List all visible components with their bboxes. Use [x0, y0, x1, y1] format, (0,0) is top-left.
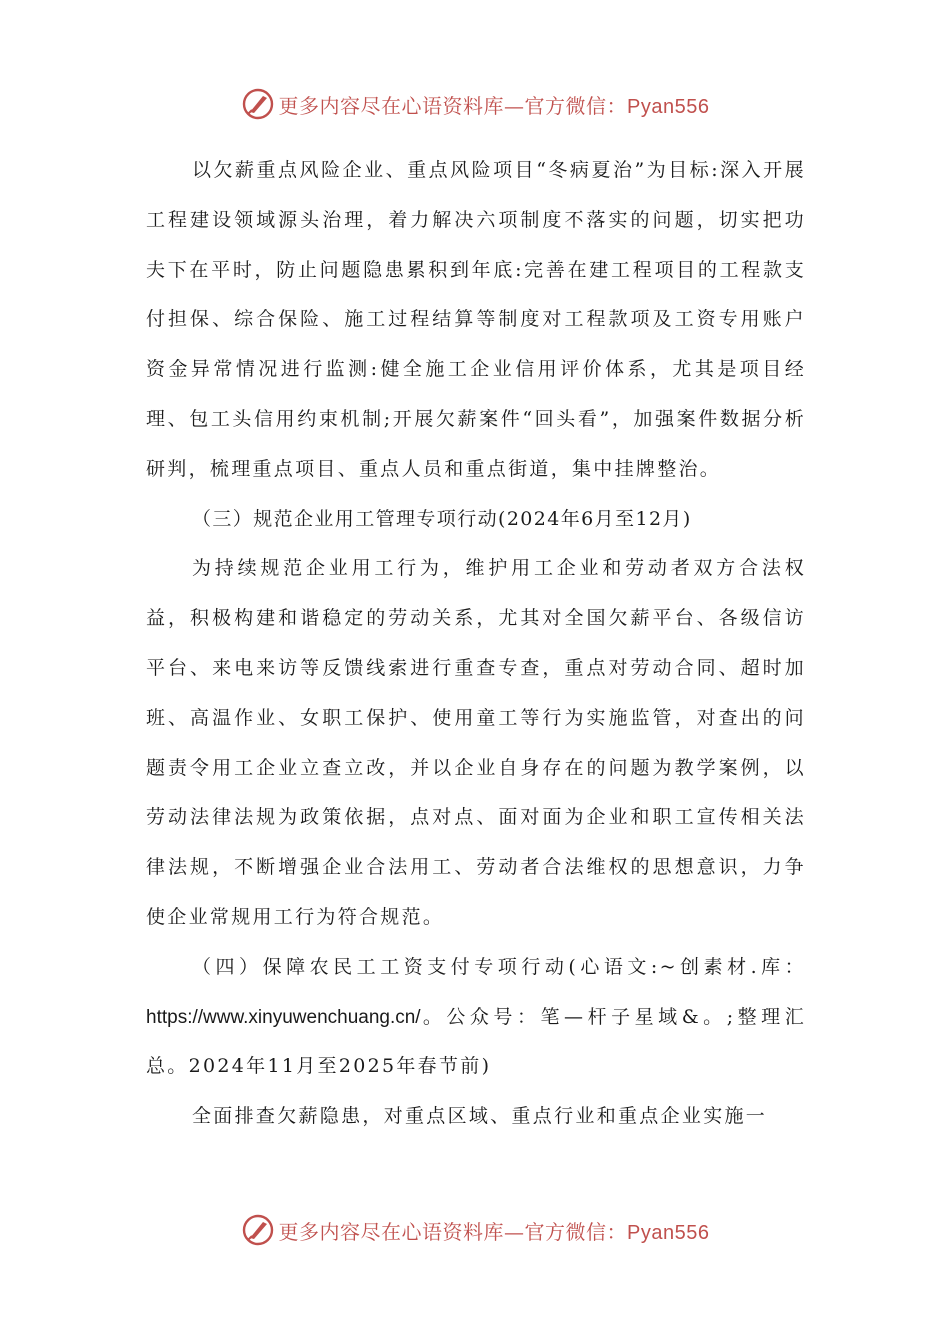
paragraph-2: 为持续规范企业用工行为，维护用工企业和劳动者双方合法权益，积极构建和谐稳定的劳动关系，尤其对全国欠薪平台、各级信访平台、来电来访等反馈线索进行重查专查，重点对劳动合同、超时加班、高温作业、女职工保护、使用童工等行为实施监管，对查出的问题责令用工企业立查立改，并以企业自身存在的问题为教学案例，以劳动法律法规为政策依据，点对点、面对面为企业和职工宣传相关法律法规，不断增强企业合法用工、劳动者合法维权的思想意识，力争使企业常规用工行为符合规范。 — [146, 557, 806, 928]
heading-4-part2: 。公众号：笔—杆子星域&。;整理汇总。2024年11月至2025年春节前) — [146, 1005, 806, 1078]
heading-4-part1: （四）保障农民工工资支付专项行动(心语文:~创素材.库： — [192, 955, 806, 978]
footer-wechat-id: Pyan556 — [627, 1221, 710, 1244]
footer-banner — [0, 1210, 950, 1250]
source-url-link[interactable]: https://www.xinyuwenchuang.cn/ — [146, 1006, 421, 1028]
section-heading-4 — [146, 943, 806, 1092]
paragraph-3: 全面排查欠薪隐患，对重点区域、重点行业和重点企业实施一 — [192, 1105, 768, 1128]
document-body — [146, 146, 806, 1142]
section-heading-3: （三）规范企业用工管理专项行动(2024年6月至12月) — [192, 507, 692, 530]
header-site-text: 更多内容尽在心语资料库—官方微信： — [278, 93, 628, 118]
header-banner — [0, 84, 950, 124]
paragraph-1: 以欠薪重点风险企业、重点风险项目“冬病夏治”为目标:深入开展工程建设领域源头治理，着力解决六项制度不落实的问题，切实把功夫下在平时，防止问题隐患累积到年底:完善在建工程项目的工程款支付担保、综合保险、施工过程结算等制度对工程款项及工资专用账户资金异常情况进行监测:健全施工企业信用评价体系，尤其是项目经理、包工头信用约束机制;开展欠薪案件“回头看”，加强案件数据分析研判，梳理重点项目、重点人员和重点街道，集中挂牌整治。 — [146, 159, 806, 480]
footer-site-text: 更多内容尽在心语资料库—官方微信： — [278, 1219, 628, 1244]
quill-logo-icon — [241, 87, 275, 121]
quill-logo-icon — [241, 1213, 275, 1247]
header-wechat-id: Pyan556 — [627, 95, 710, 118]
